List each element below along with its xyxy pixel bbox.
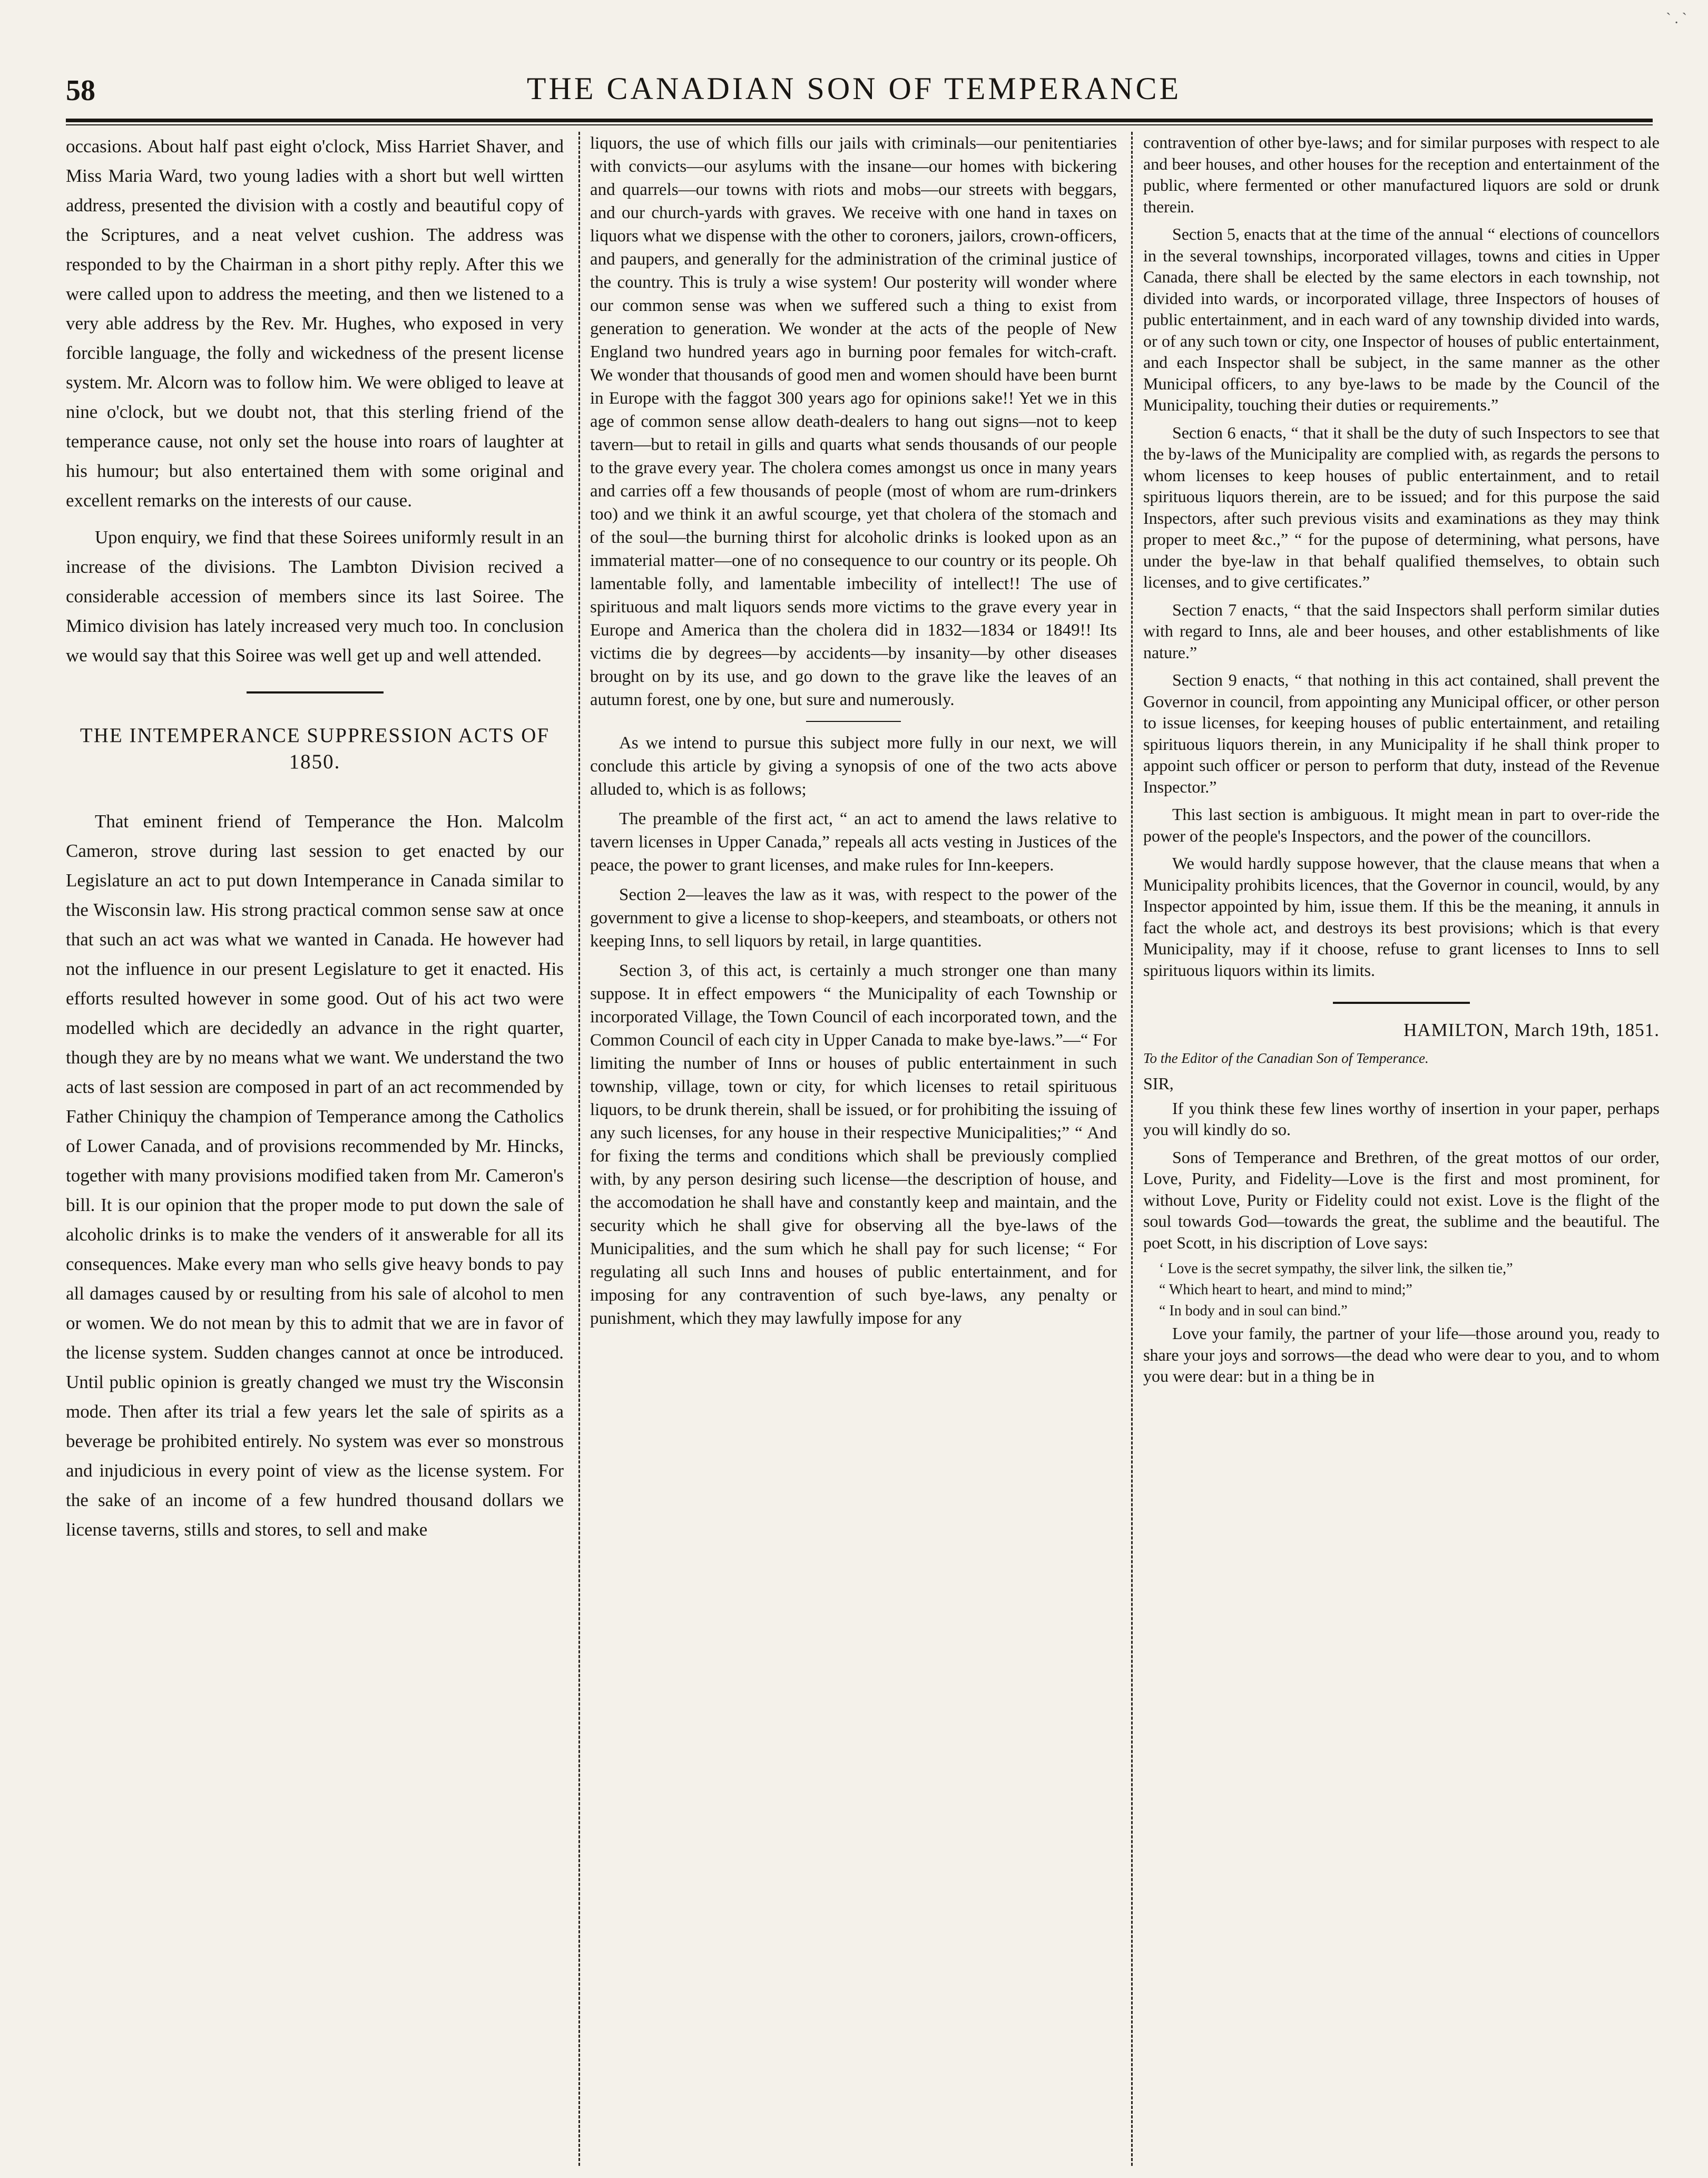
letter-paragraph: Love your family, the partner of your life—those around you, ready to share your joys and sorrows—the dead who were dear to you, and to whom you were dear: but in a thing be in [1143,1324,1660,1385]
section-title: THE INTEMPERANCE SUPPRESSION ACTS OF 1850. [80,724,550,773]
paragraph: occasions. About half past eight o'clock, Miss Harriet Shaver, and Miss Maria Ward, two young ladies with a short but well wirtten address, presented the division with a costly and beautiful copy of the Scriptures, and a neat velvet cushion. The address was responded to by the Chairman in a short pithy reply. After this we were called upon to address the meeting, and then we listened to a very able address by the Rev. Mr. Hughes, who exposed in very forcible language, the folly and wickedness of the present license system. Mr. Alcorn was to follow him. We were obliged to leave at nine o'clock, but we doubt not, that this sterling friend of the temperance cause, not only set the house into roars of laughter at his humour; but also entertained them with some original and excellent remarks on the interests of our cause. [66,136,564,511]
paragraph: We would hardly suppose however, that the clause means that when a Municipality prohibits licences, that the Governor in council, would, by any Inspector appointed by him, issue them. If this be the meaning, it annuls in fact the whole act, and destroys its best provisions; which is that every Municipality, may if it choose, refuse to grant licenses to Inns to sell spirituous liquors within its limits. [1143,854,1660,980]
section-rule [247,691,384,694]
paragraph: Upon enquiry, we find that these Soirees uniformly result in an increase of the divisions. The Lambton Division recived a considerable accession of members since its last Soiree. The Mimico division has lately increased very much too. In conclusion we would say that this Soiree was well get up and well attended. [66,527,564,666]
paragraph: Section 9 enacts, “ that nothing in this act contained, shall prevent the Governor in council, from appointing any Municipal officer, or other person to issue licenses, for keeping houses of public entertainment, and retailing spirituous liquors therein, in any Municipality if he shall think proper to appoint such officer or person to perform that duty, instead of the Revenue Inspector.” [1143,670,1660,796]
paragraph: As we intend to pursue this subject more fully in our next, we will conclude this article by giving a synopsis of one of the two acts above alluded to, which is as follows; [590,734,1117,799]
running-head: THE CANADIAN SON OF TEMPERANCE [526,71,1182,106]
letter-salutation: SIR, [1143,1074,1174,1093]
letter-address: To the Editor of the Canadian Son of Temperance. [1143,1050,1429,1066]
section-rule [1333,1002,1470,1004]
letter-paragraph: If you think these few lines worthy of insertion in your paper, perhaps you will kindly do so. [1143,1098,1660,1139]
paragraph: Section 6 enacts, “ that it shall be the duty of such Inspectors to see that the by-laws of the Municipality are complied with, as regards the persons to whom licenses to keep houses of public entertainment, and to retail spirituous liquors therein, are to be issued; and for this purpose the said Inspectors, after such previous visits and examinations as they may think proper to meet &c.,” “ for the pupose of determining, what persons, have under the bye-law in that behalf qualified themselves, to obtain such licenses, and to give certificates.” [1143,423,1660,591]
corner-mark: ` . ` [1666,11,1687,27]
paragraph: liquors, the use of which fills our jails with criminals—our penitentiaries with convicts—our asylums with the insane—our homes with bickering and quarrels—our towns with riots and mobs—our streets with beggars, and our church-yards with graves. We receive with one hand in taxes on liquors what we dispense with the other to coroners, jailors, crown-officers, and paupers, and generally for the administration of the criminal justice of the country. This is truly a wise system! Our posterity will wonder where our common sense was when we suffered such a thing to exist from generation to generation. We wonder at the acts of the people of New England two hundred years ago in burning poor females for witch-craft. We wonder that thousands of good men and women should have been burnt in Europe with the faggot 300 years ago for opinions sake!! Yet we in this age of common sense allow death-dealers to hang out signs—not to keep tavern—but to retail in gills and quarts what sends thousands of our people to the grave every year. The cholera comes amongst us once in many years and carries off a few thousands of people (most of whom are rum-drinkers too) and we think it an awful scourge, yet that cholera of the stomach and of the soul—the burning thirst for alcoholic drinks is looked upon as an immaterial matter—one of no consequence to our country or its people. Oh lamentable folly, and lamentable imbecility of intellect!! The use of spirituous and malt liquors sends more victims to the grave every year in Europe and America than the cholera did in 1832—1834 or 1849!! Its victims die by degrees—by accidents—by insanity—by other diseases brought on by its use, and go down to the grave like the leaves of an autumn forest, one by one, but sure and numerously. [590,134,1117,709]
column-2 [590,132,1117,2161]
verse-line: ‘ Love is the secret sympathy, the silver link, the silken tie,” [1159,1261,1513,1277]
paragraph-rule [806,721,901,722]
paragraph: contravention of other bye-laws; and for similar purposes with respect to ale and beer houses, and other houses for the reception and entertainment of the public, where fermented or other manufactured liquors are sold or drunk therein. [1143,133,1660,216]
paragraph: This last section is ambiguous. It might mean in part to over-ride the power of the people's Inspectors, and the power of the councillors. [1143,805,1660,845]
paragraph: Section 2—leaves the law as it was, with respect to the power of the government to give a license to shop-keepers, and steamboats, or others not keeping Inns, to sell liquors by retail, in large quantities. [590,885,1117,951]
column-divider [1131,132,1133,2166]
column-1 [66,132,564,2161]
paragraph: Section 7 enacts, “ that the said Inspectors shall perform similar duties with regard to Inns, ale and beer houses, and other establishments of like nature.” [1143,600,1660,662]
paragraph: Section 3, of this act, is certainly a much stronger one than many suppose. It in effect empowers “ the Municipality of each Township or incorporated Village, the Town Council of each incorporated town, and the Common Council of each city in Upper Canada to make bye-laws.”—“ For limiting the number of Inns or houses of public entertainment in such township, village, town or city, for which licenses to retail spirituous liquors, to be drunk therein, shall be issued, or for prohibiting the issuing of any such licenses, for any house in their respective Municipalities;” “ And for fixing the terms and conditions which shall be previously complied with, by any person desiring such license—the description of house, and the accomodation he shall have and constantly keep and maintain, and the security which he shall give for observing all the bye-laws of the Municipalities, and the sum which he shall pay for such license; “ For regulating all such Inns and houses of public entertainment, and for imposing for any contravention of such bye-laws, any penalty or punishment, which they may lawfully impose for any [590,961,1117,1328]
column-divider [578,132,580,2166]
page-number: 58 [66,74,95,107]
letter-paragraph: Sons of Temperance and Brethren, of the great mottos of our order, Love, Purity, and Fidelity—Love is the first and most prominent, for without Love, Purity or Fidelity could not exist. Love is the flight of the soul towards God—towards the great, the sublime and the beautiful. The poet Scott, in his discription of Love says: [1143,1147,1660,1252]
letter-dateline: HAMILTON, March 19th, 1851. [1403,1020,1660,1040]
paragraph: That eminent friend of Temperance the Hon. Malcolm Cameron, strove during last session to get enacted by our Legislature an act to put down Intemperance in Canada similar to the Wisconsin law. His strong practical common sense saw at once that such an act was what we wanted in Canada. He however had not the influence in our present Legislature to get it enacted. His efforts resulted however in some good. Out of his act two were modelled which are decidedly an advance in the right quarter, though they are by no means what we want. We understand the two acts of last session are composed in part of an act recommended by Father Chiniquy the champion of Temperance among the Catholics of Lower Canada, and of provisions recommended by Mr. Hincks, together with many provisions modified taken from Mr. Cameron's bill. It is our opinion that the proper mode to put down the sale of alcoholic drinks is to make the venders of it answerable for all its consequences. Make every man who sells give heavy bonds to pay all damages caused by or resulting from his sale of alcohol to men or women. We do not mean by this to admit that we are in favor of the license system. Sudden changes cannot at once be introduced. Until public opinion is greatly changed we must try the Wisconsin mode. Then after its trial a few years let the sale of spirits as a beverage be prohibited entirely. No system was ever so monstrous and injudicious in every point of view as the license system. For the sake of an income of a few hundred thousand dollars we license taverns, stills and stores, to sell and make [66,811,564,1540]
column-3 [1143,132,1660,2161]
verse-line: “ In body and in soul can bind.” [1159,1303,1348,1319]
paragraph: Section 5, enacts that at the time of the annual “ elections of councellors in the several townships, incorporated villages, towns and cities in Upper Canada, there shall be elected by the same electors in each township, not divided into wards, or incorporated village, three Inspectors of houses of public entertainment, and in each ward of any township divided into wards, or of any such town or city, one Inspector of houses of public entertainment, and each Inspector shall be subject, in the same manner as the other Municipal officers, to any bye-laws to be made by the Council of the Municipality, touching their duties or requirements.” [1143,224,1660,414]
header-rule [66,119,1653,125]
paragraph: The preamble of the first act, “ an act to amend the laws relative to tavern licenses in Upper Canada,” repeals all acts vesting in Justices of the peace, the power to grant licenses, and make rules for Inn-keepers. [590,809,1117,875]
verse-line: “ Which heart to heart, and mind to mind;” [1159,1282,1412,1298]
